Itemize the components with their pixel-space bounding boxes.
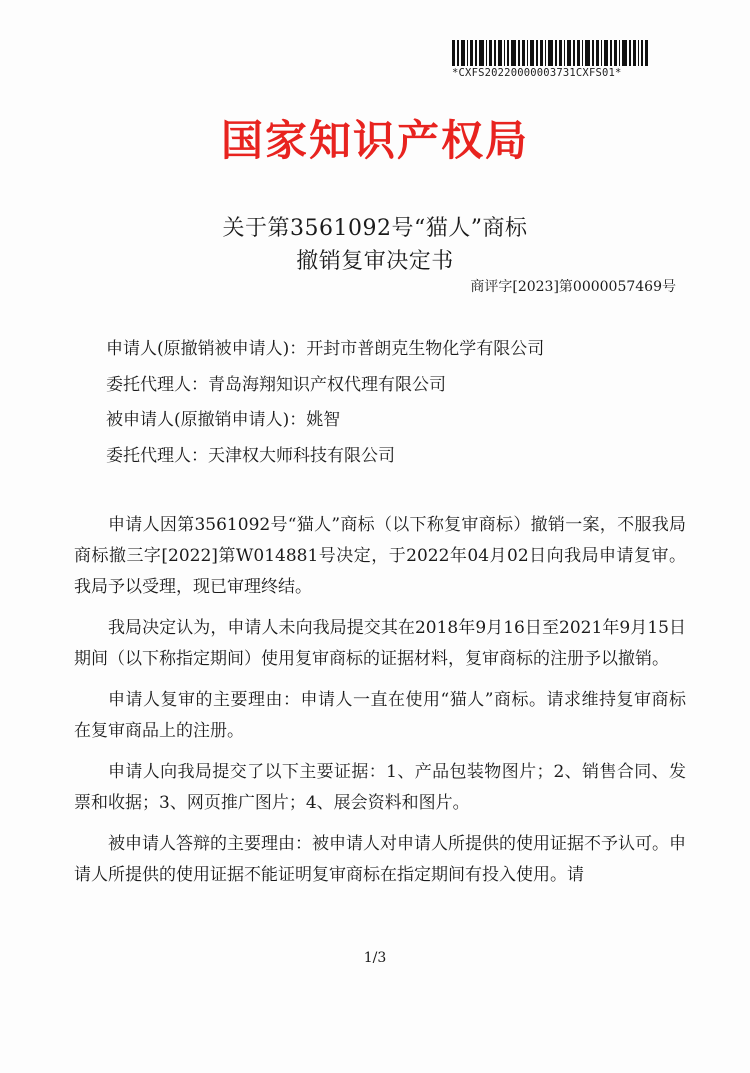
barcode-text: *CXFS20220000003731CXFS01* — [452, 67, 622, 79]
page-number: 1/3 — [363, 950, 387, 966]
document-number: 商评字[2023]第0000057469号 — [470, 279, 676, 295]
applicant-agent-line: 委托代理人：青岛海翔知识产权代理有限公司 — [106, 375, 446, 395]
paragraph-applicant-evidence: 申请人向我局提交了以下主要证据：1、产品包装物图片；2、销售合同、发票和收据；3、网页推广图片；4、展会资料和图片。 — [74, 762, 686, 813]
paragraph-original-decision: 我局决定认为，申请人未向我局提交其在2018年9月16日至2021年9月15日期间（以下称指定期间）使用复审商标的证据材料，复审商标的注册予以撤销。 — [74, 618, 686, 669]
document-title-line-1: 关于第3561092号“猫人”商标 — [222, 216, 528, 241]
decision-body — [74, 510, 686, 901]
paragraph-case-intro: 申请人因第3561092号“猫人”商标（以下称复审商标）撤销一案，不服我局商标撤三字[2022]第W014881号决定，于2022年04月02日向我局申请复审。我局予以受理，现已审理终结。 — [74, 515, 686, 597]
agency-title: 国家知识产权局 — [220, 116, 529, 165]
applicant-line: 申请人(原撤销被申请人)：开封市普朗克生物化学有限公司 — [106, 339, 545, 359]
barcode-block — [452, 40, 652, 79]
paragraph-respondent-reply: 被申请人答辩的主要理由：被申请人对申请人所提供的使用证据不予认可。申请人所提供的使用证据不能证明复审商标在指定期间有投入使用。请 — [74, 834, 686, 885]
respondent-agent-line: 委托代理人：天津权大师科技有限公司 — [106, 446, 395, 466]
respondent-line: 被申请人(原撤销申请人)：姚智 — [106, 410, 341, 430]
paragraph-applicant-reasons: 申请人复审的主要理由：申请人一直在使用“猫人”商标。请求维持复审商标在复审商品上的注册。 — [74, 690, 686, 741]
document-title-line-2: 撤销复审决定书 — [296, 249, 454, 274]
barcode-image — [452, 40, 648, 66]
